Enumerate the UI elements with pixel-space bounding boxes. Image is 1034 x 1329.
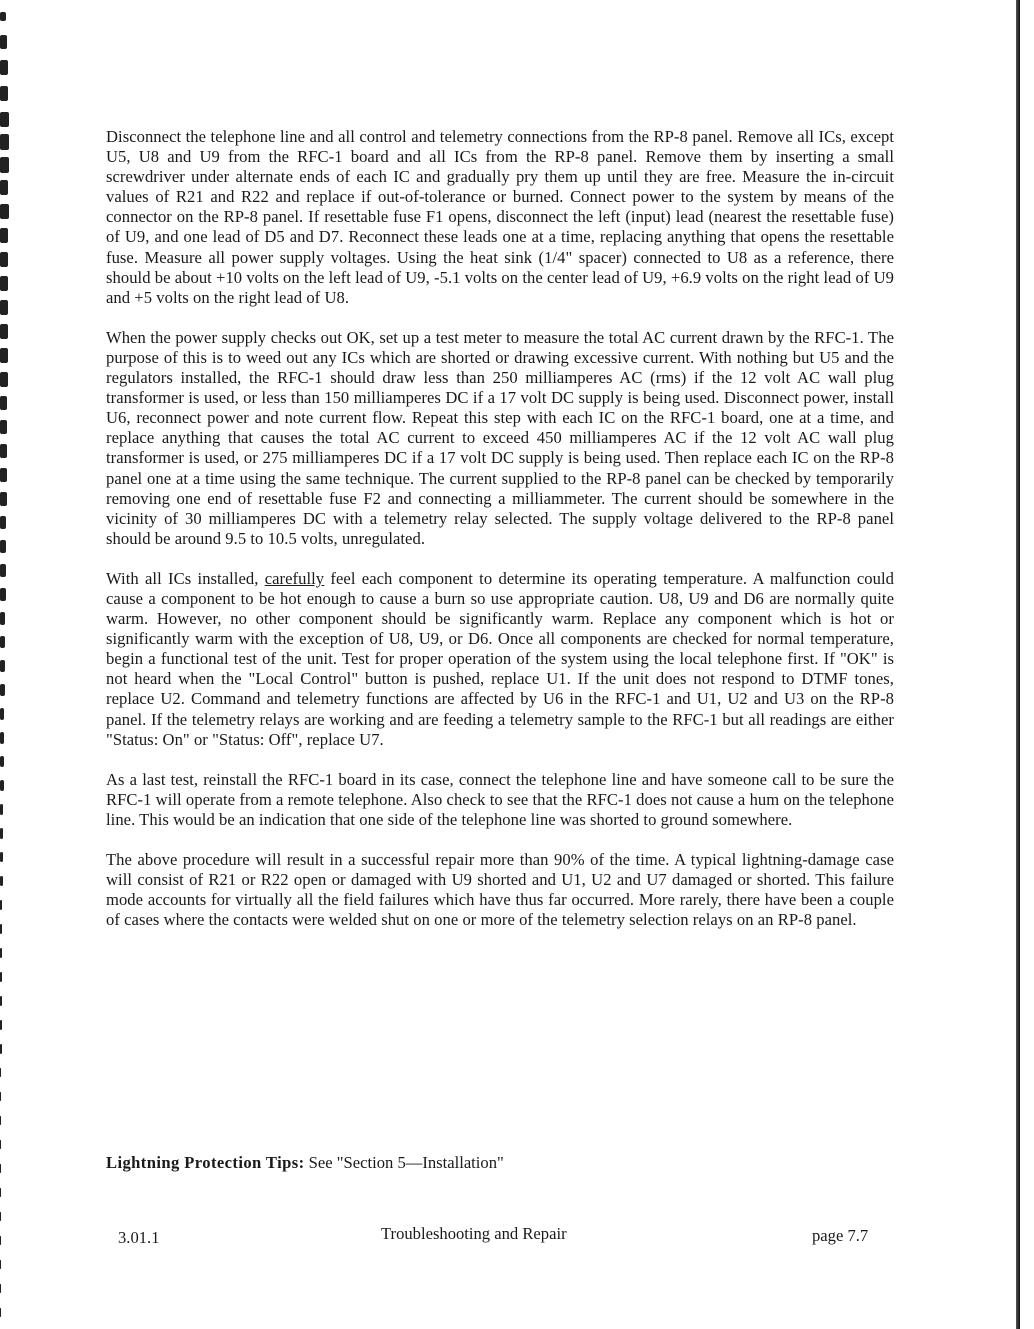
binding-marks: [0, 0, 14, 1329]
paragraph-power-supply: When the power supply checks out OK, set up a test meter to measure the total AC current drawn by the RFC-1. The purpose of this is to weed out any ICs which are shorted or drawing excessive current. With nothing but U5 and the regulators installed, the RFC-1 should draw less than 250 milliamperes AC (rms) if the 12 volt AC wall plug transformer is used, or less than 150 milliamperes DC if a 17 volt DC supply is being used. Disconnect power, install U6, reconnect power and note current flow. Repeat this step with each IC on the RFC-1 board, one at a time, and replace anything that causes the total AC current to exceed 450 milliamperes AC if the 12 volt AC wall plug transformer is used, or 275 milliamperes DC if a 17 volt DC supply is being used. Then replace each IC on the RP-8 panel one at a time using the same technique. The current supplied to the RP-8 panel can be checked by temporarily removing one end of resettable fuse F2 and connecting a milliammeter. The current should be somewhere in the vicinity of 30 milliamperes DC with a telemetry relay selected. The supply voltage delivered to the RP-8 panel should be around 9.5 to 10.5 volts, unregulated.: [106, 327, 894, 548]
emphasis-carefully: carefully: [264, 568, 325, 588]
lightning-tips-label: Lightning Protection Tips:: [106, 1153, 305, 1172]
page-footer: [0, 1224, 1034, 1248]
paragraph-ics-installed-lead: With all ICs installed,: [106, 568, 265, 588]
lightning-tips: [106, 1153, 894, 1173]
page-edge-shadow: [1016, 0, 1020, 1329]
footer-section-title: Troubleshooting and Repair: [381, 1224, 567, 1243]
footer-page-number: page 7.7: [812, 1226, 869, 1245]
footer-revision: 3.01.1: [118, 1228, 160, 1247]
paragraph-ics-installed-rest: feel each component to determine its operating temperature. A malfunction could cause a component to be hot enough to cause a burn so use appropriate caution. U8, U9 and D6 are normally quite warm. However, no other component should be significantly warm. Replace any component which is hot or significantly warm with the exception of U8, U9, or D6. Once all components are checked for normal temperature, begin a functional test of the unit. Test for proper operation of the system using the local telephone first. If "OK" is not heard when the "Local Control" button is pushed, replace U1. If the unit does not respond to DTMF tones, replace U2. Command and telemetry functions are affected by U6 in the RFC-1 and U1, U2 and U3 on the RP-8 panel. If the telemetry relays are working and are feeding a telemetry sample to the RFC-1 but all readings are either "Status: On" or "Status: Off", replace U7.: [106, 568, 895, 749]
lightning-tips-text: See "Section 5—Installation": [304, 1153, 504, 1172]
paragraph-disconnect: Disconnect the telephone line and all control and telemetry connections from the RP-8 panel. Remove all ICs, except U5, U8 and U9 from the RFC-1 board and all ICs from the RP-8 panel. Remove them by inserting a small screwdriver under alternate ends of each IC and gradually pry them up until they are free. Measure the in-circuit values of R21 and R22 and replace if out-of-tolerance or burned. Connect power to the system by means of the connector on the RP-8 panel. If resettable fuse F1 opens, disconnect the left (input) lead (nearest the resettable fuse) of U9, and one lead of D5 and D7. Reconnect these leads one at a time, replacing anything that opens the resettable fuse. Measure all power supply voltages. Using the heat sink (1/4" spacer) connected to U8 as a reference, there should be about +10 volts on the left lead of U9, -5.1 volts on the center lead of U9, +6.9 volts on the right lead of U9 and +5 volts on the right lead of U8.: [106, 127, 894, 307]
paragraph-ics-installed: [106, 569, 894, 750]
paragraph-repair-summary: The above procedure will result in a successful repair more than 90% of the time. A typical lightning-damage case will consist of R21 or R22 open or damaged with U9 shorted and U1, U2 and U7 damaged or shorted. This failure mode accounts for virtually all the field failures which have thus far occurred. More rarely, there have been a couple of cases where the contacts were welded shut on one or more of the telemetry selection relays on an RP-8 panel.: [106, 850, 894, 930]
body-text: [106, 127, 894, 950]
paragraph-last-test: As a last test, reinstall the RFC-1 board in its case, connect the telephone line and have someone call to be sure the RFC-1 will operate from a remote telephone. Also check to see that the RFC-1 does not cause a hum on the telephone line. This would be an indication that one side of the telephone line was shorted to ground somewhere.: [106, 769, 894, 829]
